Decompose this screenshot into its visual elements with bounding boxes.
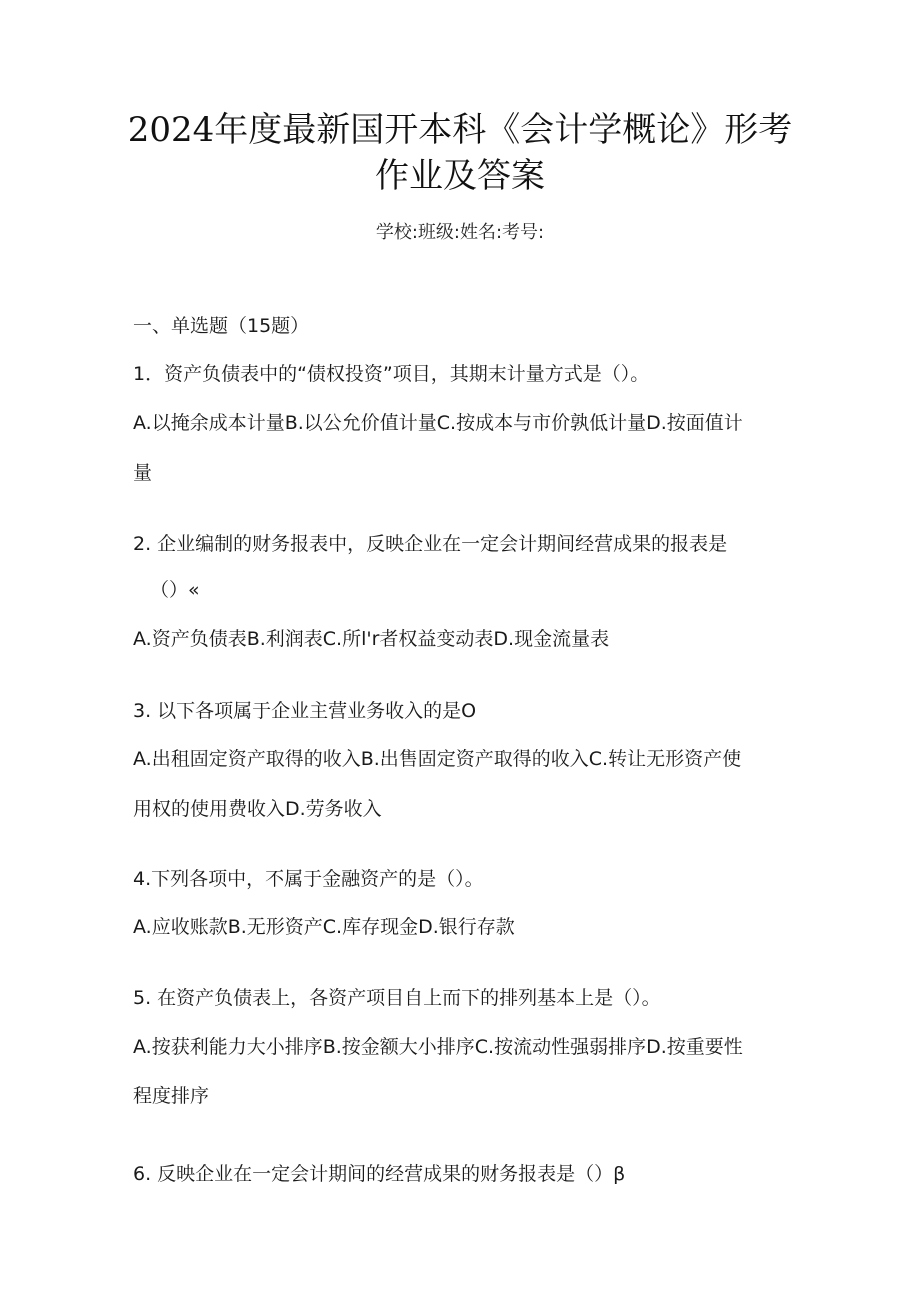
question-5-options: A.按获利能力大小排序B.按金额大小排序C.按流动性强弱排序D.按重要性 (133, 1036, 743, 1058)
question-2-text: 2. 企业编制的财务报表中，反映企业在一定会计期间经营成果的报表是 (133, 533, 728, 555)
question-3-options-cont: 用权的使用费收入D.劳务收入 (133, 798, 382, 820)
question-4-options: A.应收账款B.无形资产C.库存现金D.银行存款 (133, 916, 515, 938)
document-title-line2: 作业及答案 (375, 156, 545, 196)
question-2-text-cont: （）« (150, 579, 200, 601)
question-3-options: A.出租固定资产取得的收入B.出售固定资产取得的收入C.转让无形资产使 (133, 748, 742, 770)
document-title-line1: 2024年度最新国开本科《会计学概论》形考 (127, 110, 793, 150)
question-2-options: A.资产负债表B.利润表C.所l'r者权益变动表D.现金流量表 (133, 628, 610, 650)
section-heading: 一、单选题（15题） (133, 315, 310, 337)
question-1-options-cont: 量 (133, 462, 153, 484)
student-info-line: 学校:班级:姓名:考号: (375, 222, 545, 243)
question-5-text: 5. 在资产负债表上，各资产项目自上而下的排列基本上是（）。 (133, 987, 661, 1009)
question-3-text: 3. 以下各项属于企业主营业务收入的是O (133, 700, 477, 722)
question-6-text: 6. 反映企业在一定会计期间的经营成果的财务报表是（）β (133, 1163, 626, 1185)
question-5-options-cont: 程度排序 (133, 1085, 210, 1107)
question-1-options: A.以掩余成本计量B.以公允价值计量C.按成本与市价孰低计量D.按面值计 (133, 412, 743, 434)
question-1-text: 1．资产负债表中的“债权投资”项目，其期末计量方式是（）。 (133, 363, 650, 385)
question-4-text: 4.下列各项中，不属于金融资产的是（）。 (133, 868, 484, 890)
